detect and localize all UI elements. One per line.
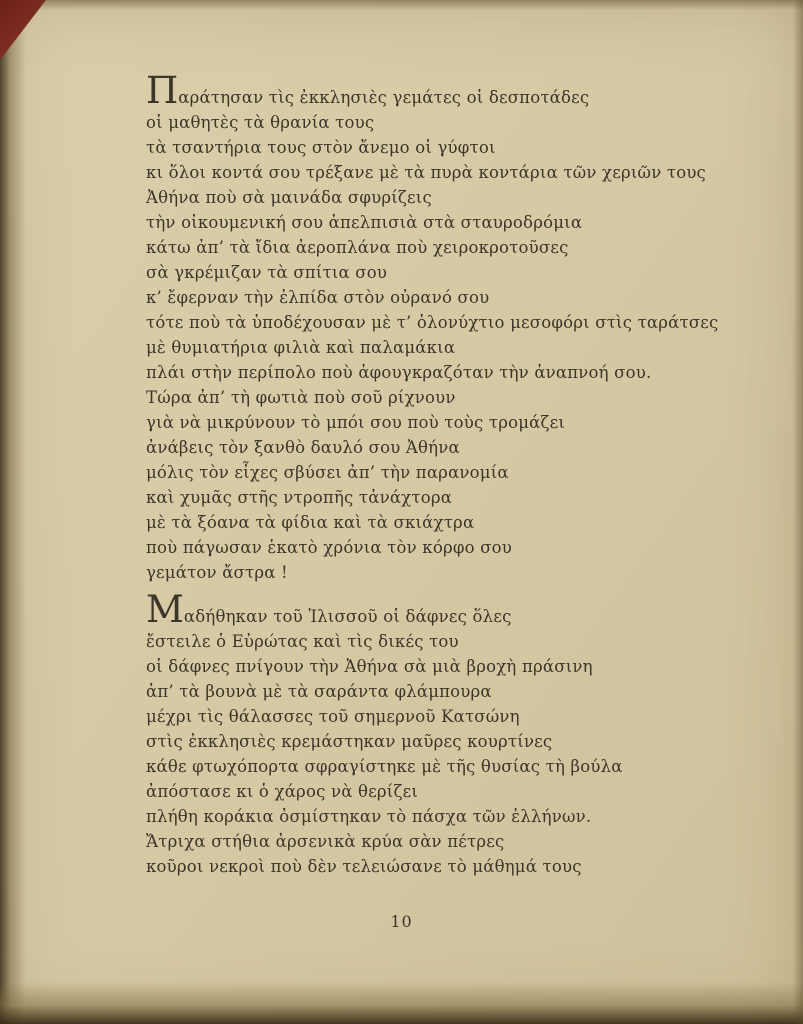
initial-cap: Μ bbox=[146, 588, 184, 631]
page-edge-top bbox=[0, 0, 803, 10]
poem-line: κοῦροι νεκροὶ ποὺ δὲν τελειώσανε τὸ μάθημά τους bbox=[146, 857, 582, 876]
poem-line: μόλις τὸν εἶχες σβύσει ἀπ’ τὴν παρανομία bbox=[146, 463, 509, 482]
poem-line: ἀπ’ τὰ βουνὰ μὲ τὰ σαράντα φλάμπουρα bbox=[146, 682, 492, 701]
poem-line: πλήθη κοράκια ὀσμίστηκαν τὸ πάσχα τῶν ἑλλήνων. bbox=[146, 807, 592, 826]
poem-stanza-1 bbox=[146, 69, 746, 585]
poem-line-first bbox=[146, 588, 746, 631]
poem-line: στὶς ἐκκλησιὲς κρεμάστηκαν μαῦρες κουρτίνες bbox=[146, 732, 553, 751]
stanza-lines bbox=[146, 629, 746, 879]
page-edge-right bbox=[793, 0, 803, 1024]
poem-line: κάτω ἀπ’ τὰ ἴδια ἀεροπλάνα ποὺ χειροκροτοῦσες bbox=[146, 238, 569, 257]
poem-line: γεμάτον ἄστρα ! bbox=[146, 563, 288, 582]
poem-line: μὲ τὰ ξόανα τὰ φίδια καὶ τὰ σκιάχτρα bbox=[146, 513, 475, 532]
poem-line: κάθε φτωχόπορτα σφραγίστηκε μὲ τῆς θυσίας τὴ βούλα bbox=[146, 757, 623, 776]
poem-line: καὶ χυμᾶς στῆς ντροπῆς τἀνάχτορα bbox=[146, 488, 453, 507]
poem-line-first bbox=[146, 69, 746, 112]
poem-line: κ’ ἔφερναν τὴν ἐλπίδα στὸν οὐρανό σου bbox=[146, 288, 490, 307]
poem-line: μὲ θυμιατήρια φιλιὰ καὶ παλαμάκια bbox=[146, 338, 456, 357]
page-content bbox=[146, 69, 746, 879]
poem-line: κι ὅλοι κοντά σου τρέξανε μὲ τὰ πυρὰ κοντάρια τῶν χεριῶν τους bbox=[146, 163, 707, 182]
first-line-text: αδήθηκαν τοῦ Ἰλισσοῦ οἱ δάφνες ὅλες bbox=[183, 607, 512, 626]
cover-corner-accent bbox=[0, 0, 46, 60]
stanza-lines bbox=[146, 110, 746, 585]
poem-line: ἔστειλε ὁ Εὐρώτας καὶ τὶς δικές του bbox=[146, 632, 459, 651]
poem-line: σὰ γκρέμιζαν τὰ σπίτια σου bbox=[146, 263, 388, 282]
poem-line: οἱ μαθητὲς τὰ θρανία τους bbox=[146, 113, 375, 132]
poem-line: τὴν οἰκουμενική σου ἀπελπισιὰ στὰ σταυροδρόμια bbox=[146, 213, 583, 232]
poem-stanza-2 bbox=[146, 588, 746, 879]
initial-cap: Π bbox=[146, 69, 179, 112]
page-edge-left bbox=[0, 0, 26, 1024]
poem-line: ἀπόστασε κι ὁ χάρος νὰ θερίζει bbox=[146, 782, 419, 801]
poem-line: πλάι στὴν περίπολο ποὺ ἀφουγκραζόταν τὴν ἀναπνοή σου. bbox=[146, 363, 652, 382]
poem-line: τὰ τσαντήρια τους στὸν ἄνεμο οἱ γύφτοι bbox=[146, 138, 496, 157]
poem-line: γιὰ νὰ μικρύνουν τὸ μπόι σου ποὺ τοὺς τρομάζει bbox=[146, 413, 566, 432]
first-line-text: αράτησαν τὶς ἐκκλησιὲς γεμάτες οἱ δεσποτάδες bbox=[178, 88, 590, 107]
poem-line: οἱ δάφνες πνίγουν τὴν Ἀθήνα σὰ μιὰ βροχὴ πράσινη bbox=[146, 657, 593, 676]
page-edge-bottom bbox=[0, 982, 803, 1024]
poem-line: ποὺ πάγωσαν ἑκατὸ χρόνια τὸν κόρφο σου bbox=[146, 538, 513, 557]
page-number: 10 bbox=[390, 912, 413, 931]
poem-line: Τώρα ἀπ’ τὴ φωτιὰ ποὺ σοῦ ρίχνουν bbox=[146, 388, 456, 407]
poem-line: τότε ποὺ τὰ ὑποδέχουσαν μὲ τ’ ὁλονύχτιο μεσοφόρι στὶς ταράτσες bbox=[146, 313, 719, 332]
poem-line: μέχρι τὶς θάλασσες τοῦ σημερνοῦ Κατσώνη bbox=[146, 707, 520, 726]
poem-line: Ἄτριχα στήθια ἀρσενικὰ κρύα σὰν πέτρες bbox=[146, 832, 505, 851]
poem-line: Ἀθήνα ποὺ σὰ μαινάδα σφυρίζεις bbox=[146, 188, 432, 207]
poem-line: ἀνάβεις τὸν ξανθὸ δαυλό σου Ἀθήνα bbox=[146, 438, 460, 457]
